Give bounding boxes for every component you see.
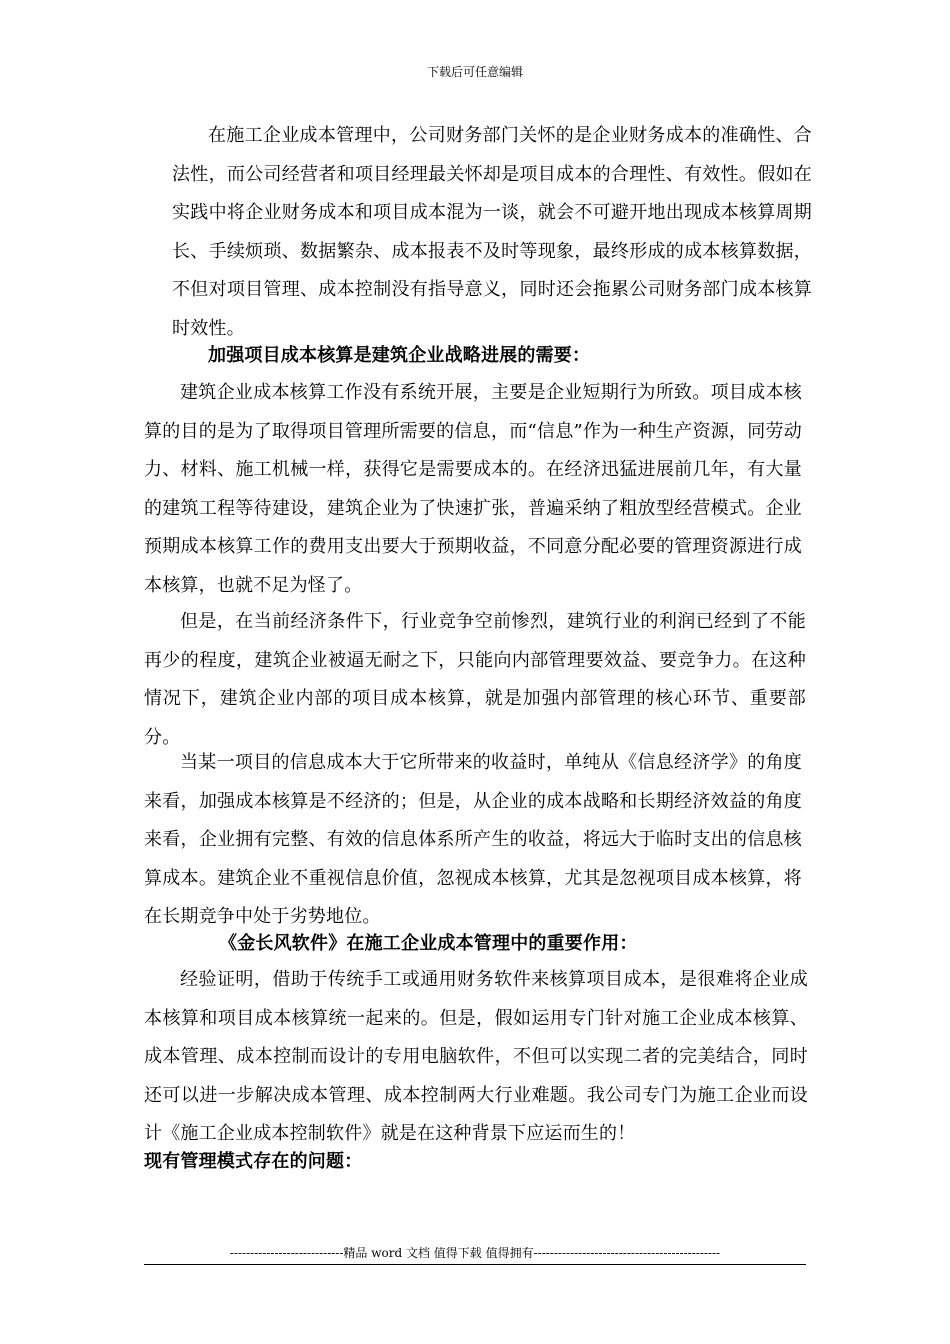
- page-footer: ----------------------------精品 word 文档 值得下载 值得拥有----------------------------------------------: [144, 1244, 806, 1265]
- section-heading-existing-problems: 现有管理模式存在的问题：: [144, 1151, 363, 1172]
- section-heading-project-cost: 加强项目成本核算是建筑企业战略进展的需要：: [208, 345, 591, 366]
- paragraph-software-experience: 经验证明，借助于传统手工或通用财务软件来核算项目成本，是很难将企业成本核算和项目成本核算统一起来的。但是，假如运用专门针对施工企业成本核算、成本管理、成本控制而设计的专用电脑软件，不但可以实现二者的完美结合，同时还可以进一步解决成本管理、成本控制两大行业难题。我公司专门为施工企业而设计《施工企业成本控制软件》就是在这种背景下应运而生的！: [144, 969, 808, 1144]
- section-heading-software-role: 《金长风软件》在施工企业成本管理中的重要作用：: [219, 933, 638, 954]
- paragraph-information-cost: 当某一项目的信息成本大于它所带来的收益时，单纯从《信息经济学》的角度来看，加强成本核算是不经济的；但是，从企业的成本战略和长期经济效益的角度来看，企业拥有完整、有效的信息体系所产生的收益，将远大于临时支出的信息核算成本。建筑企业不重视信息价值，忽视成本核算，尤其是忽视项目成本核算，将在长期竞争中处于劣势地位。: [144, 752, 802, 927]
- page-header: 下载后可任意编辑: [426, 65, 523, 79]
- paragraph-cost-accounting: 建筑企业成本核算工作没有系统开展，主要是企业短期行为所致。项目成本核算的目的是为了取得项目管理所需要的信息，而“信息”作为一种生产资源，同劳动力、材料、施工机械一样，获得它是需要成本的。在经济迅猛进展前几年，有大量的建筑工程等待建设，建筑企业为了快速扩张，普遍采纳了粗放型经营模式。企业预期成本核算工作的费用支出要大于预期收益，不同意分配必要的管理资源进行成本核算，也就不足为怪了。: [144, 382, 802, 596]
- paragraph-cost-management: 在施工企业成本管理中，公司财务部门关怀的是企业财务成本的准确性、合法性，而公司经营者和项目经理最关怀却是项目成本的合理性、有效性。假如在实践中将企业财务成本和项目成本混为一谈，就会不可避开地出现成本核算周期长、手续烦琐、数据繁杂、成本报表不及时等现象，最终形成的成本核算数据，不但对项目管理、成本控制没有指导意义，同时还会拖累公司财务部门成本核算时效性。: [172, 125, 812, 339]
- paragraph-economic-conditions: 但是，在当前经济条件下，行业竞争空前惨烈，建筑行业的利润已经到了不能再少的程度，建筑企业被逼无耐之下，只能向内部管理要效益、要竞争力。在这种情况下，建筑企业内部的项目成本核算，就是加强内部管理的核心环节、重要部分。: [144, 611, 806, 748]
